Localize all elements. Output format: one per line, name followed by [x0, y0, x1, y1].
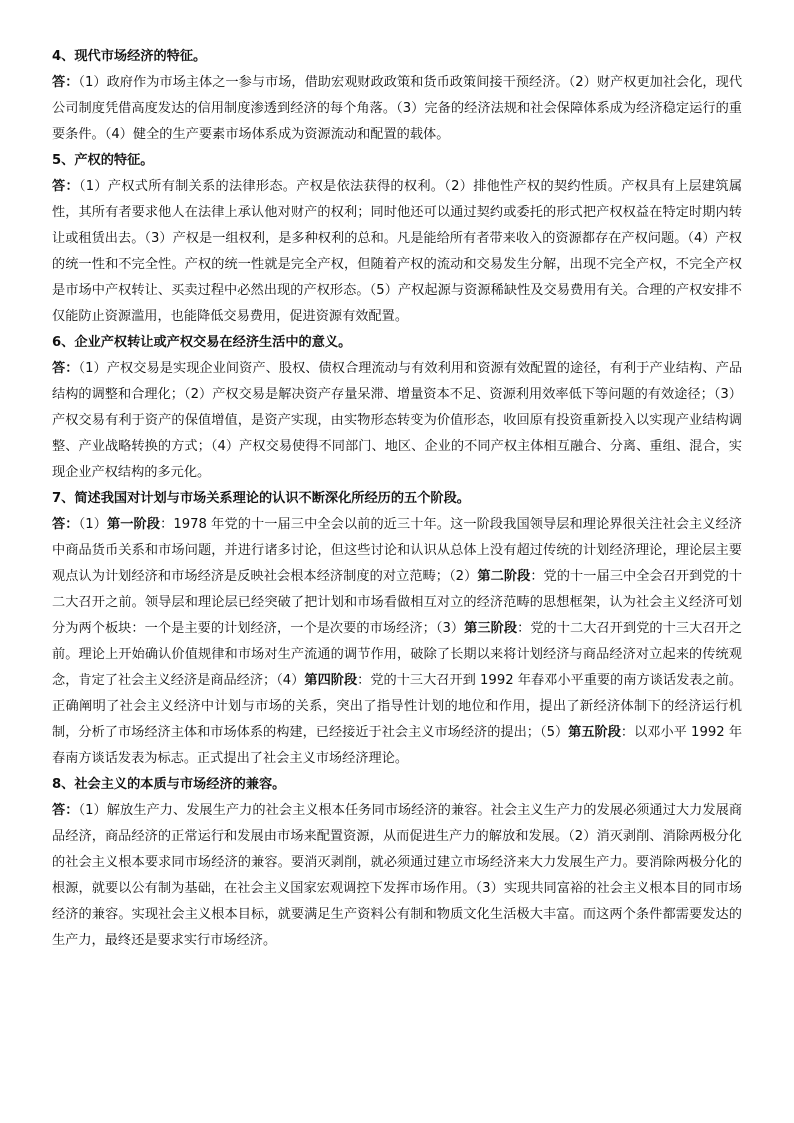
section-answer: [52, 798, 742, 954]
section-answer: [52, 356, 742, 486]
stage-text: ：以邓小平 1992 年春南方谈话发表为标志。正式提出了社会主义市场经济理论。: [52, 725, 743, 766]
section-answer: [52, 174, 742, 330]
stage-prefix: （4）: [276, 673, 305, 688]
stage-text: ：党的十三大召开到 1992 年春邓小平重要的南方谈话发表之前。正确阐明了社会主义经济中计划与市场的关系，突出了指导性计划的地位和作用，提出了新经济体制下的经济运行机制，分析了市场经济主体和市场体系的构建，已经接近于社会主义市场经济的提出；: [52, 673, 743, 740]
answer-label: 答：: [52, 517, 79, 532]
answer-label: 答：: [52, 75, 79, 90]
section-title: 5、产权的特征。: [52, 153, 154, 168]
stage-text: ：1978 年党的十一届三中全会以前的近三十年。这一阶段我国领导层和理论界很关注社会主义经济中商品货币关系和市场问题，并进行诸多讨论，但这些讨论和认识从总体上没有超过传统的计划经济理论，理论层主要观点认为计划经济和市场经济是反映社会根本经济制度的对立范畴；: [52, 517, 742, 584]
stage-label: 第二阶段: [477, 569, 531, 584]
section-5: [52, 148, 742, 330]
section-7: [52, 486, 742, 772]
section-4: [52, 44, 742, 148]
stage-prefix: （5）: [539, 725, 569, 740]
section-answer: [52, 70, 742, 148]
section-title: 8、社会主义的本质与市场经济的兼容。: [52, 777, 286, 792]
stage-prefix: （3）: [435, 621, 465, 636]
section-title: 7、简述我国对计划与市场关系理论的认识不断深化所经历的五个阶段。: [52, 491, 470, 506]
section-6: [52, 330, 742, 486]
answer-label: 答：: [52, 179, 79, 194]
answer-text: （1）政府作为市场主体之一参与市场，借助宏观财政政策和货币政策间接干预经济。（2）财产权更加社会化，现代公司制度凭借高度发达的信用制度渗透到经济的每个角落。（3）完备的经济法规和社会保障体系成为经济稳定运行的重要条件。（4）健全的生产要素市场体系成为资源流动和配置的载体。: [52, 75, 743, 142]
answer-label: 答：: [52, 361, 79, 376]
document-page: [52, 44, 742, 954]
section-8: [52, 772, 742, 954]
stage-prefix: （2）: [449, 569, 478, 584]
section-answer: [52, 512, 742, 772]
answer-text: （1）解放生产力、发展生产力的社会主义根本任务同市场经济的兼容。社会主义生产力的发展必须通过大力发展商品经济，商品经济的正常运行和发展由市场来配置资源，从而促进生产力的解放和发展。（2）消灭剥削、消除两极分化的社会主义根本要求同市场经济的兼容。要消灭剥削，就必须通过建立市场经济来大力发展生产力。要消除两极分化的根源，就要以公有制为基础，在社会主义国家宏观调控下发挥市场作用。（3）实现共同富裕的社会主义根本目的同市场经济的兼容。实现社会主义根本目标，就要满足生产资料公有制和物质文化生活极大丰富。而这两个条件都需要发达的生产力，最终还是要求实行市场经济。: [52, 803, 743, 948]
stage-label: 第四阶段: [304, 673, 358, 688]
stage-text: ：党的十二大召开到党的十三大召开之前。理论上开始确认价值规律和市场对生产流通的调节作用，破除了长期以来将计划经济与商品经济对立起来的传统观念，肯定了社会主义经济是商品经济；: [52, 621, 743, 688]
answer-text: （1）产权式所有制关系的法律形态。产权是依法获得的权利。（2）排他性产权的契约性质。产权具有上层建筑属性，其所有者要求他人在法律上承认他对财产的权利；同时他还可以通过契约或委托的形式把产权权益在特定时期内转让或租赁出去。（3）产权是一组权利，是多种权利的总和。凡是能给所有者带来收入的资源都存在产权问题。（4）产权的统一性和不完全性。产权的统一性就是完全产权，但随着产权的流动和交易发生分解，出现不完全产权，不完全产权是市场中产权转让、买卖过程中必然出现的产权形态。（5）产权起源与资源稀缺性及交易费用有关。合理的产权安排不仅能防止资源滥用，也能降低交易费用，促进资源有效配置。: [52, 179, 743, 324]
answer-label: 答：: [52, 803, 79, 818]
stage-label: 第一阶段: [106, 517, 161, 532]
stage-prefix: （1）: [78, 517, 107, 532]
stage-text: ：党的十一届三中全会召开到党的十二大召开之前。领导层和理论层已经突破了把计划和市场看做相互对立的经济范畴的思想框架，认为社会主义经济可划分为两个板块：一个是主要的计划经济，一个是次要的市场经济；: [52, 569, 743, 636]
section-title: 4、现代市场经济的特征。: [52, 49, 207, 64]
stage-label: 第三阶段: [464, 621, 518, 636]
section-title: 6、企业产权转让或产权交易在经济生活中的意义。: [52, 335, 352, 350]
answer-text: （1）产权交易是实现企业间资产、股权、债权合理流动与有效利用和资源有效配置的途径，有利于产业结构、产品结构的调整和合理化；（2）产权交易是解决资产存量呆滞、增量资本不足、资源利用效率低下等问题的有效途径；（3）产权交易有利于资产的保值增值，是资产实现，由实物形态转变为价值形态，收回原有投资重新投入以实现产业结构调整、产业战略转换的方式；（4）产权交易使得不同部门、地区、企业的不同产权主体相互融合、分离、重组、混合，实现企业产权结构的多元化。: [52, 361, 743, 480]
stage-label: 第五阶段: [568, 725, 621, 740]
